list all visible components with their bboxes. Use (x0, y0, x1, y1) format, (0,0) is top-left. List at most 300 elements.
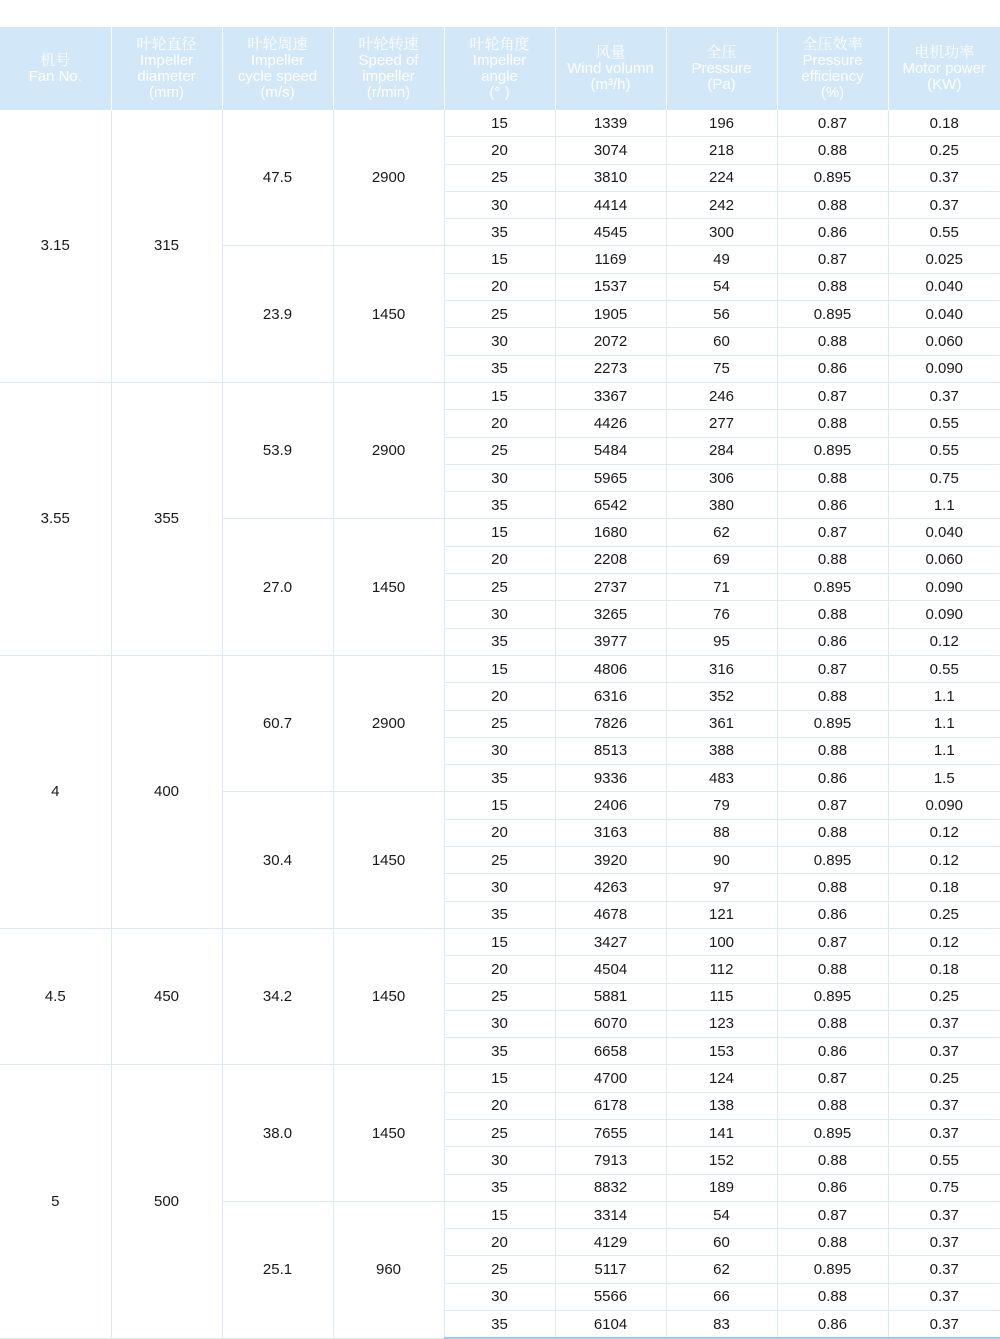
cell-pressure: 60 (666, 328, 777, 355)
cell-wind-volume: 2406 (555, 792, 666, 819)
header-line: (KW) (889, 77, 1000, 93)
cell-angle: 15 (444, 792, 555, 819)
cell-wind-volume: 3163 (555, 819, 666, 846)
cell-pressure: 90 (666, 847, 777, 874)
header-motor-power (888, 27, 1000, 110)
cell-motor-power: 0.12 (888, 847, 1000, 874)
table-row (0, 928, 1000, 955)
cell-angle: 25 (444, 710, 555, 737)
cell-wind-volume: 4545 (555, 219, 666, 246)
header-pressure-efficiency (777, 27, 888, 110)
header-line: angle (445, 69, 555, 85)
cell-efficiency: 0.86 (777, 492, 888, 519)
cell-wind-volume: 3367 (555, 382, 666, 409)
fan-performance-table-container (0, 27, 1000, 1339)
cell-wind-volume: 1339 (555, 110, 666, 137)
cell-motor-power: 0.75 (888, 1174, 1000, 1201)
cell-efficiency: 0.88 (777, 819, 888, 846)
cell-wind-volume: 3074 (555, 137, 666, 164)
cell-efficiency: 0.88 (777, 1010, 888, 1037)
cell-efficiency: 0.88 (777, 737, 888, 764)
cell-angle: 30 (444, 1010, 555, 1037)
header-line: 全压 (667, 45, 777, 61)
cell-pressure: 246 (666, 382, 777, 409)
cell-angle: 35 (444, 219, 555, 246)
fan-performance-table (0, 27, 1000, 1339)
cell-angle: 30 (444, 601, 555, 628)
cell-motor-power: 0.37 (888, 1119, 1000, 1146)
cell-wind-volume: 5117 (555, 1256, 666, 1283)
table-row (0, 655, 1000, 682)
header-line: 叶轮直径 (112, 37, 222, 53)
cell-wind-volume: 4263 (555, 874, 666, 901)
cell-angle: 20 (444, 1092, 555, 1119)
cell-pressure: 196 (666, 110, 777, 137)
cell-motor-power: 0.25 (888, 983, 1000, 1010)
cell-motor-power: 0.37 (888, 1283, 1000, 1310)
cell-pressure: 284 (666, 437, 777, 464)
cell-efficiency: 0.86 (777, 355, 888, 382)
cell-impeller-diameter: 355 (111, 382, 222, 655)
header-line: Impeller (223, 53, 333, 69)
cell-pressure: 380 (666, 492, 777, 519)
cell-pressure: 153 (666, 1038, 777, 1065)
table-header (0, 27, 1000, 110)
cell-efficiency: 0.895 (777, 847, 888, 874)
header-line: Fan No. (0, 69, 111, 85)
cell-wind-volume: 6178 (555, 1092, 666, 1119)
cell-wind-volume: 6316 (555, 683, 666, 710)
header-line: 叶轮角度 (445, 37, 555, 53)
cell-motor-power: 0.25 (888, 137, 1000, 164)
cell-angle: 15 (444, 928, 555, 955)
cell-efficiency: 0.895 (777, 710, 888, 737)
cell-efficiency: 0.88 (777, 1147, 888, 1174)
cell-motor-power: 0.55 (888, 437, 1000, 464)
cell-pressure: 79 (666, 792, 777, 819)
cell-motor-power: 0.75 (888, 464, 1000, 491)
cell-cycle-speed: 23.9 (222, 246, 333, 382)
cell-motor-power: 0.37 (888, 1256, 1000, 1283)
cell-cycle-speed: 34.2 (222, 928, 333, 1064)
cell-angle: 30 (444, 874, 555, 901)
cell-wind-volume: 7826 (555, 710, 666, 737)
cell-angle: 25 (444, 164, 555, 191)
header-line: 全压效率 (778, 37, 888, 53)
cell-wind-volume: 3810 (555, 164, 666, 191)
header-line: cycle speed (223, 69, 333, 85)
cell-pressure: 124 (666, 1065, 777, 1092)
cell-motor-power: 0.37 (888, 1038, 1000, 1065)
cell-pressure: 218 (666, 137, 777, 164)
cell-pressure: 66 (666, 1283, 777, 1310)
cell-impeller-diameter: 500 (111, 1065, 222, 1338)
cell-wind-volume: 6658 (555, 1038, 666, 1065)
cell-motor-power: 0.060 (888, 328, 1000, 355)
cell-angle: 25 (444, 1256, 555, 1283)
cell-wind-volume: 6542 (555, 492, 666, 519)
header-line: Impeller (445, 53, 555, 69)
cell-motor-power: 0.090 (888, 601, 1000, 628)
cell-efficiency: 0.88 (777, 874, 888, 901)
cell-efficiency: 0.87 (777, 519, 888, 546)
cell-pressure: 56 (666, 301, 777, 328)
cell-pressure: 49 (666, 246, 777, 273)
table-body (0, 110, 1000, 1338)
cell-angle: 30 (444, 1283, 555, 1310)
cell-pressure: 242 (666, 191, 777, 218)
cell-pressure: 112 (666, 956, 777, 983)
cell-pressure: 306 (666, 464, 777, 491)
cell-efficiency: 0.87 (777, 655, 888, 682)
cell-pressure: 141 (666, 1119, 777, 1146)
cell-impeller-rpm: 1450 (333, 1065, 444, 1201)
cell-wind-volume: 1680 (555, 519, 666, 546)
cell-wind-volume: 6104 (555, 1311, 666, 1339)
cell-impeller-rpm: 1450 (333, 246, 444, 382)
cell-motor-power: 0.37 (888, 1229, 1000, 1256)
header-line: (r/min) (334, 85, 444, 101)
cell-angle: 20 (444, 137, 555, 164)
cell-angle: 35 (444, 1311, 555, 1339)
cell-motor-power: 0.12 (888, 819, 1000, 846)
cell-pressure: 83 (666, 1311, 777, 1339)
cell-efficiency: 0.88 (777, 601, 888, 628)
cell-angle: 20 (444, 410, 555, 437)
cell-cycle-speed: 30.4 (222, 792, 333, 928)
table-row (0, 1065, 1000, 1092)
cell-efficiency: 0.895 (777, 1256, 888, 1283)
cell-pressure: 361 (666, 710, 777, 737)
cell-pressure: 75 (666, 355, 777, 382)
cell-efficiency: 0.87 (777, 246, 888, 273)
cell-wind-volume: 9336 (555, 765, 666, 792)
cell-angle: 35 (444, 1174, 555, 1201)
cell-efficiency: 0.895 (777, 983, 888, 1010)
cell-pressure: 277 (666, 410, 777, 437)
header-row (0, 27, 1000, 110)
cell-angle: 15 (444, 1201, 555, 1228)
cell-efficiency: 0.88 (777, 410, 888, 437)
cell-pressure: 69 (666, 546, 777, 573)
header-line: (mm) (112, 85, 222, 101)
cell-motor-power: 0.18 (888, 110, 1000, 137)
cell-efficiency: 0.88 (777, 546, 888, 573)
cell-pressure: 54 (666, 1201, 777, 1228)
cell-wind-volume: 1905 (555, 301, 666, 328)
header-line: 叶轮转速 (334, 37, 444, 53)
cell-wind-volume: 3265 (555, 601, 666, 628)
cell-wind-volume: 5881 (555, 983, 666, 1010)
cell-angle: 35 (444, 765, 555, 792)
cell-angle: 35 (444, 355, 555, 382)
cell-pressure: 60 (666, 1229, 777, 1256)
cell-efficiency: 0.86 (777, 219, 888, 246)
cell-wind-volume: 1537 (555, 273, 666, 300)
cell-motor-power: 0.040 (888, 273, 1000, 300)
cell-motor-power: 0.55 (888, 655, 1000, 682)
cell-wind-volume: 4700 (555, 1065, 666, 1092)
cell-cycle-speed: 60.7 (222, 655, 333, 791)
cell-pressure: 388 (666, 737, 777, 764)
cell-efficiency: 0.86 (777, 1038, 888, 1065)
cell-cycle-speed: 53.9 (222, 382, 333, 518)
cell-angle: 25 (444, 301, 555, 328)
header-line: (m/s) (223, 85, 333, 101)
cell-motor-power: 1.1 (888, 683, 1000, 710)
cell-angle: 30 (444, 464, 555, 491)
cell-impeller-diameter: 315 (111, 110, 222, 382)
cell-pressure: 97 (666, 874, 777, 901)
cell-pressure: 76 (666, 601, 777, 628)
cell-efficiency: 0.88 (777, 1092, 888, 1119)
cell-wind-volume: 2737 (555, 574, 666, 601)
header-line: efficiency (778, 69, 888, 85)
cell-motor-power: 1.1 (888, 492, 1000, 519)
cell-wind-volume: 6070 (555, 1010, 666, 1037)
header-line: (Pa) (667, 77, 777, 93)
header-impeller-cycle-speed (222, 27, 333, 110)
cell-wind-volume: 3920 (555, 847, 666, 874)
cell-angle: 20 (444, 819, 555, 846)
cell-pressure: 62 (666, 519, 777, 546)
cell-wind-volume: 4504 (555, 956, 666, 983)
cell-pressure: 483 (666, 765, 777, 792)
cell-pressure: 121 (666, 901, 777, 928)
cell-efficiency: 0.88 (777, 1283, 888, 1310)
cell-pressure: 224 (666, 164, 777, 191)
cell-motor-power: 0.18 (888, 874, 1000, 901)
header-line: Motor power (889, 61, 1000, 77)
header-line: Wind volumn (556, 61, 666, 77)
cell-angle: 20 (444, 1229, 555, 1256)
header-impeller-angle (444, 27, 555, 110)
header-line: (m³/h) (556, 77, 666, 93)
cell-angle: 15 (444, 655, 555, 682)
cell-angle: 35 (444, 901, 555, 928)
header-line: Pressure (778, 53, 888, 69)
cell-motor-power: 0.37 (888, 1010, 1000, 1037)
cell-motor-power: 0.12 (888, 928, 1000, 955)
cell-angle: 25 (444, 437, 555, 464)
cell-angle: 15 (444, 246, 555, 273)
cell-pressure: 115 (666, 983, 777, 1010)
cell-motor-power: 1.1 (888, 710, 1000, 737)
cell-pressure: 300 (666, 219, 777, 246)
cell-angle: 35 (444, 1038, 555, 1065)
header-fan-no (0, 27, 111, 110)
cell-motor-power: 0.37 (888, 382, 1000, 409)
cell-impeller-diameter: 450 (111, 928, 222, 1064)
cell-wind-volume: 4414 (555, 191, 666, 218)
header-line: diameter (112, 69, 222, 85)
header-line: Impeller (112, 53, 222, 69)
cell-fan-no: 4 (0, 655, 111, 928)
cell-impeller-rpm: 1450 (333, 519, 444, 655)
cell-efficiency: 0.88 (777, 191, 888, 218)
cell-wind-volume: 8832 (555, 1174, 666, 1201)
cell-motor-power: 1.5 (888, 765, 1000, 792)
cell-wind-volume: 2208 (555, 546, 666, 573)
cell-wind-volume: 3314 (555, 1201, 666, 1228)
cell-angle: 15 (444, 1065, 555, 1092)
cell-motor-power: 0.37 (888, 1311, 1000, 1339)
cell-pressure: 138 (666, 1092, 777, 1119)
cell-wind-volume: 2273 (555, 355, 666, 382)
cell-efficiency: 0.895 (777, 301, 888, 328)
cell-angle: 20 (444, 273, 555, 300)
cell-pressure: 352 (666, 683, 777, 710)
cell-fan-no: 5 (0, 1065, 111, 1338)
cell-wind-volume: 5965 (555, 464, 666, 491)
header-line: 机号 (0, 53, 111, 69)
cell-pressure: 88 (666, 819, 777, 846)
cell-efficiency: 0.88 (777, 464, 888, 491)
cell-motor-power: 0.37 (888, 191, 1000, 218)
cell-angle: 25 (444, 574, 555, 601)
cell-wind-volume: 4806 (555, 655, 666, 682)
cell-efficiency: 0.86 (777, 1174, 888, 1201)
cell-efficiency: 0.87 (777, 110, 888, 137)
cell-pressure: 71 (666, 574, 777, 601)
cell-wind-volume: 5484 (555, 437, 666, 464)
cell-cycle-speed: 25.1 (222, 1201, 333, 1338)
cell-motor-power: 1.1 (888, 737, 1000, 764)
cell-efficiency: 0.86 (777, 1311, 888, 1339)
cell-motor-power: 0.37 (888, 164, 1000, 191)
header-wind-volume (555, 27, 666, 110)
cell-pressure: 62 (666, 1256, 777, 1283)
cell-wind-volume: 5566 (555, 1283, 666, 1310)
cell-impeller-diameter: 400 (111, 655, 222, 928)
header-pressure (666, 27, 777, 110)
cell-motor-power: 0.25 (888, 1065, 1000, 1092)
cell-fan-no: 3.55 (0, 382, 111, 655)
cell-angle: 30 (444, 737, 555, 764)
cell-fan-no: 3.15 (0, 110, 111, 382)
header-line: 风量 (556, 45, 666, 61)
cell-wind-volume: 3427 (555, 928, 666, 955)
header-line: impeller (334, 69, 444, 85)
cell-wind-volume: 4426 (555, 410, 666, 437)
cell-angle: 15 (444, 382, 555, 409)
cell-impeller-rpm: 1450 (333, 928, 444, 1064)
cell-pressure: 189 (666, 1174, 777, 1201)
cell-pressure: 152 (666, 1147, 777, 1174)
cell-efficiency: 0.86 (777, 765, 888, 792)
cell-angle: 25 (444, 983, 555, 1010)
cell-wind-volume: 8513 (555, 737, 666, 764)
cell-efficiency: 0.88 (777, 328, 888, 355)
cell-motor-power: 0.37 (888, 1092, 1000, 1119)
cell-efficiency: 0.895 (777, 437, 888, 464)
cell-angle: 15 (444, 110, 555, 137)
cell-wind-volume: 7655 (555, 1119, 666, 1146)
cell-efficiency: 0.895 (777, 164, 888, 191)
cell-angle: 25 (444, 1119, 555, 1146)
cell-cycle-speed: 38.0 (222, 1065, 333, 1201)
cell-motor-power: 0.090 (888, 355, 1000, 382)
cell-efficiency: 0.87 (777, 792, 888, 819)
cell-motor-power: 0.040 (888, 519, 1000, 546)
cell-efficiency: 0.895 (777, 574, 888, 601)
cell-pressure: 123 (666, 1010, 777, 1037)
cell-angle: 35 (444, 492, 555, 519)
cell-motor-power: 0.090 (888, 574, 1000, 601)
cell-impeller-rpm: 1450 (333, 792, 444, 928)
cell-wind-volume: 7913 (555, 1147, 666, 1174)
cell-motor-power: 0.18 (888, 956, 1000, 983)
cell-motor-power: 0.55 (888, 410, 1000, 437)
cell-wind-volume: 2072 (555, 328, 666, 355)
cell-angle: 30 (444, 1147, 555, 1174)
cell-motor-power: 0.37 (888, 1201, 1000, 1228)
cell-cycle-speed: 27.0 (222, 519, 333, 655)
cell-angle: 20 (444, 546, 555, 573)
cell-angle: 20 (444, 683, 555, 710)
cell-wind-volume: 3977 (555, 628, 666, 655)
cell-wind-volume: 4678 (555, 901, 666, 928)
cell-motor-power: 0.060 (888, 546, 1000, 573)
cell-efficiency: 0.88 (777, 956, 888, 983)
header-line: (° ) (445, 85, 555, 101)
cell-motor-power: 0.090 (888, 792, 1000, 819)
cell-wind-volume: 1169 (555, 246, 666, 273)
cell-efficiency: 0.86 (777, 628, 888, 655)
cell-impeller-rpm: 960 (333, 1201, 444, 1338)
table-row (0, 110, 1000, 137)
cell-motor-power: 0.55 (888, 219, 1000, 246)
cell-efficiency: 0.88 (777, 137, 888, 164)
cell-impeller-rpm: 2900 (333, 110, 444, 246)
cell-angle: 30 (444, 328, 555, 355)
cell-pressure: 100 (666, 928, 777, 955)
cell-impeller-rpm: 2900 (333, 655, 444, 791)
header-impeller-speed (333, 27, 444, 110)
cell-cycle-speed: 47.5 (222, 110, 333, 246)
header-line: 电机功率 (889, 45, 1000, 61)
header-line: Speed of (334, 53, 444, 69)
cell-efficiency: 0.87 (777, 382, 888, 409)
cell-efficiency: 0.88 (777, 683, 888, 710)
header-line: 叶轮周速 (223, 37, 333, 53)
cell-efficiency: 0.87 (777, 1201, 888, 1228)
cell-wind-volume: 4129 (555, 1229, 666, 1256)
cell-pressure: 316 (666, 655, 777, 682)
cell-angle: 35 (444, 628, 555, 655)
cell-efficiency: 0.87 (777, 928, 888, 955)
cell-angle: 15 (444, 519, 555, 546)
cell-angle: 30 (444, 191, 555, 218)
cell-efficiency: 0.87 (777, 1065, 888, 1092)
cell-motor-power: 0.25 (888, 901, 1000, 928)
cell-motor-power: 0.040 (888, 301, 1000, 328)
cell-angle: 25 (444, 847, 555, 874)
cell-pressure: 95 (666, 628, 777, 655)
cell-fan-no: 4.5 (0, 928, 111, 1064)
cell-efficiency: 0.895 (777, 1119, 888, 1146)
cell-pressure: 54 (666, 273, 777, 300)
cell-efficiency: 0.86 (777, 901, 888, 928)
header-line: Pressure (667, 61, 777, 77)
cell-motor-power: 0.12 (888, 628, 1000, 655)
cell-motor-power: 0.55 (888, 1147, 1000, 1174)
cell-efficiency: 0.88 (777, 273, 888, 300)
header-impeller-diameter (111, 27, 222, 110)
cell-impeller-rpm: 2900 (333, 382, 444, 518)
table-row (0, 382, 1000, 409)
cell-angle: 20 (444, 956, 555, 983)
